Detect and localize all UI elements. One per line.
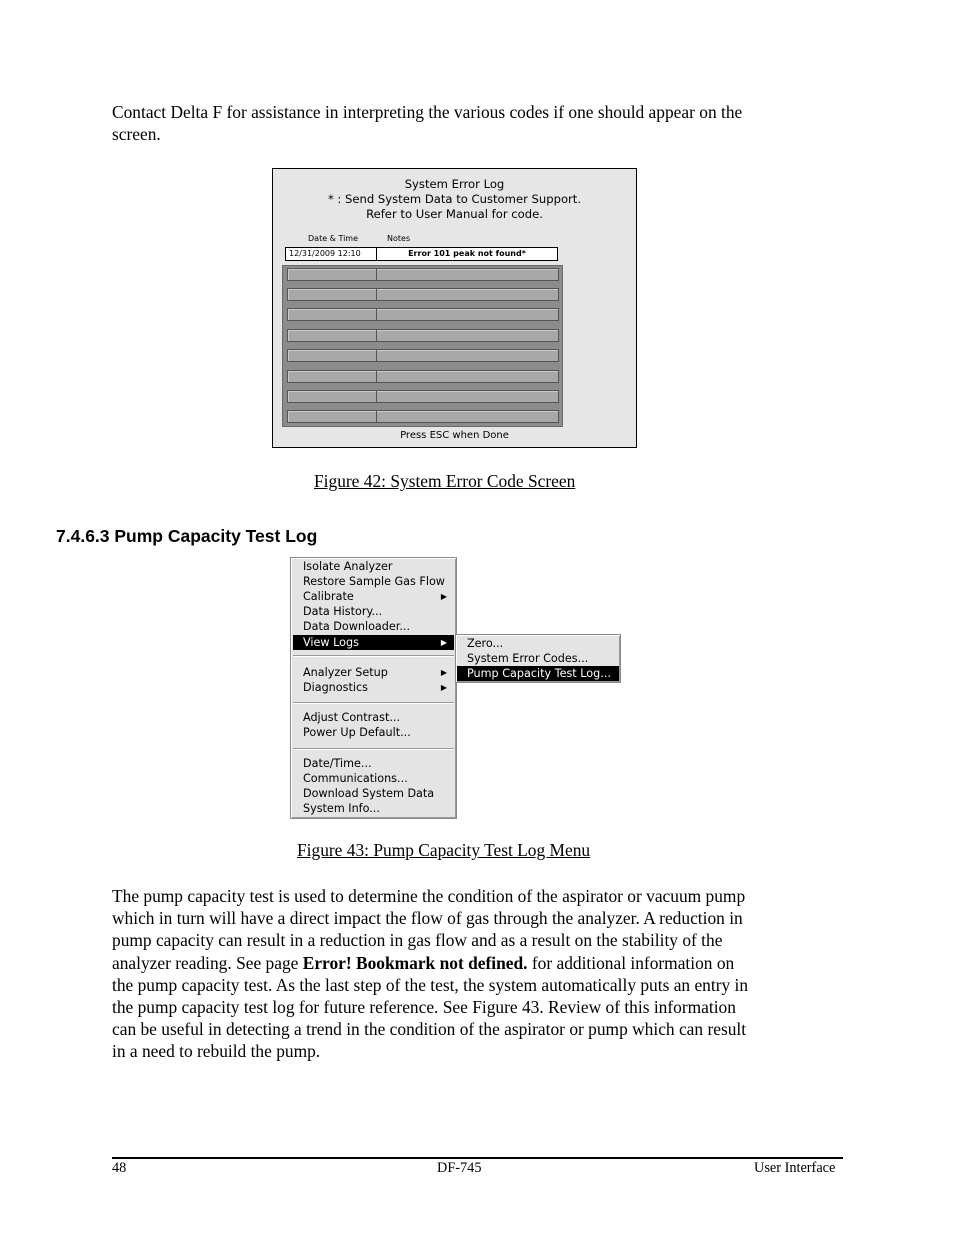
menu-item-calibrate[interactable]: Calibrate ▶ [303, 590, 447, 603]
submenu-arrow-icon: ▶ [440, 683, 447, 692]
body-line: analyzer reading. See page Error! Bookmark not defined. for additional information on [112, 952, 735, 973]
menu-item-data-downloader[interactable]: Data Downloader... [303, 620, 411, 633]
log-row[interactable] [287, 410, 559, 423]
log-row[interactable] [287, 329, 559, 342]
menu-item-view-logs[interactable]: View Logs ▶ [293, 635, 454, 650]
log-row[interactable] [287, 288, 559, 301]
menu-item-diagnostics[interactable]: Diagnostics ▶ [303, 681, 447, 694]
log-row[interactable] [287, 308, 559, 321]
system-error-log-screen [272, 168, 637, 448]
submenu-item-system-error-codes[interactable]: System Error Codes... [467, 652, 589, 665]
section-heading: 7.4.6.3 Pump Capacity Test Log [56, 526, 318, 546]
menu-item-download-system-data[interactable]: Download System Data [303, 787, 435, 800]
menu-item-restore-sample-gas-flow[interactable]: Restore Sample Gas Flow [303, 575, 445, 588]
log-row[interactable] [287, 349, 559, 362]
screen-instruction: Refer to User Manual for code. [366, 207, 543, 221]
body-line: can be useful in detecting a trend in the condition of the aspirator or pump which can result [112, 1019, 747, 1040]
log-row-selected[interactable] [285, 247, 558, 261]
log-row[interactable] [287, 370, 559, 383]
menu-item-adjust-contrast[interactable]: Adjust Contrast... [303, 711, 400, 724]
menu-item-isolate-analyzer[interactable]: Isolate Analyzer [303, 560, 393, 573]
log-row[interactable] [287, 390, 559, 403]
footer-rule [112, 1157, 843, 1159]
page-number: 48 [112, 1160, 127, 1176]
screen-footer-hint: Press ESC when Done [400, 430, 509, 441]
log-note: Error 101 peak not found* [408, 249, 526, 258]
screen-title: System Error Log [404, 177, 505, 191]
main-menu [290, 557, 457, 819]
body-line: in a need to rebuild the pump. [112, 1041, 321, 1062]
menu-separator [293, 702, 454, 704]
menu-item-analyzer-setup[interactable]: Analyzer Setup ▶ [303, 666, 447, 679]
menu-item-power-up-default[interactable]: Power Up Default... [303, 726, 411, 739]
column-header-notes: Notes [387, 234, 411, 243]
view-logs-submenu [455, 634, 621, 683]
submenu-item-zero[interactable]: Zero... [467, 637, 504, 650]
menu-separator [293, 655, 454, 657]
menu-item-communications[interactable]: Communications... [303, 772, 408, 785]
log-list[interactable] [282, 265, 563, 427]
body-paragraph [112, 885, 822, 1063]
intro-line: Contact Delta F for assistance in interpreting the various codes if one should appear on the [112, 102, 743, 122]
log-date: 12/31/2009 12:10 [289, 249, 361, 258]
menu-separator [293, 748, 454, 750]
submenu-arrow-icon: ▶ [440, 638, 447, 647]
body-line: the pump capacity test log for future reference. See Figure 43. Review of this information [112, 997, 736, 1018]
figure-43-caption: Figure 43: Pump Capacity Test Log Menu [297, 840, 591, 860]
section-name: User Interface [754, 1160, 836, 1176]
bookmark-error: Error! Bookmark not defined. [302, 952, 528, 973]
body-line: pump capacity can result in a reduction in gas flow and as a result on the stability of the [112, 930, 723, 951]
intro-paragraph [112, 101, 812, 145]
menu-item-system-info[interactable]: System Info... [303, 802, 380, 815]
menu-item-data-history[interactable]: Data History... [303, 605, 383, 618]
screen-instruction: * : Send System Data to Customer Support. [327, 192, 582, 206]
submenu-item-pump-capacity-test-log[interactable]: Pump Capacity Test Log... [457, 666, 619, 681]
body-line: the pump capacity test. As the last step of the test, the system automatically puts an entry in [112, 974, 749, 995]
document-id: DF-745 [437, 1160, 482, 1176]
figure-42-caption: Figure 42: System Error Code Screen [314, 471, 576, 491]
body-line: which in turn will have a direct impact the flow of gas through the analyzer. A reduction in [112, 908, 743, 929]
menu-item-date-time[interactable]: Date/Time... [303, 757, 372, 770]
log-row[interactable] [287, 268, 559, 281]
submenu-arrow-icon: ▶ [440, 592, 447, 601]
column-header-date: Date & Time [308, 234, 359, 243]
body-line: The pump capacity test is used to determine the condition of the aspirator or vacuum pump [112, 886, 746, 906]
intro-line: screen. [112, 124, 161, 145]
submenu-arrow-icon: ▶ [440, 668, 447, 677]
